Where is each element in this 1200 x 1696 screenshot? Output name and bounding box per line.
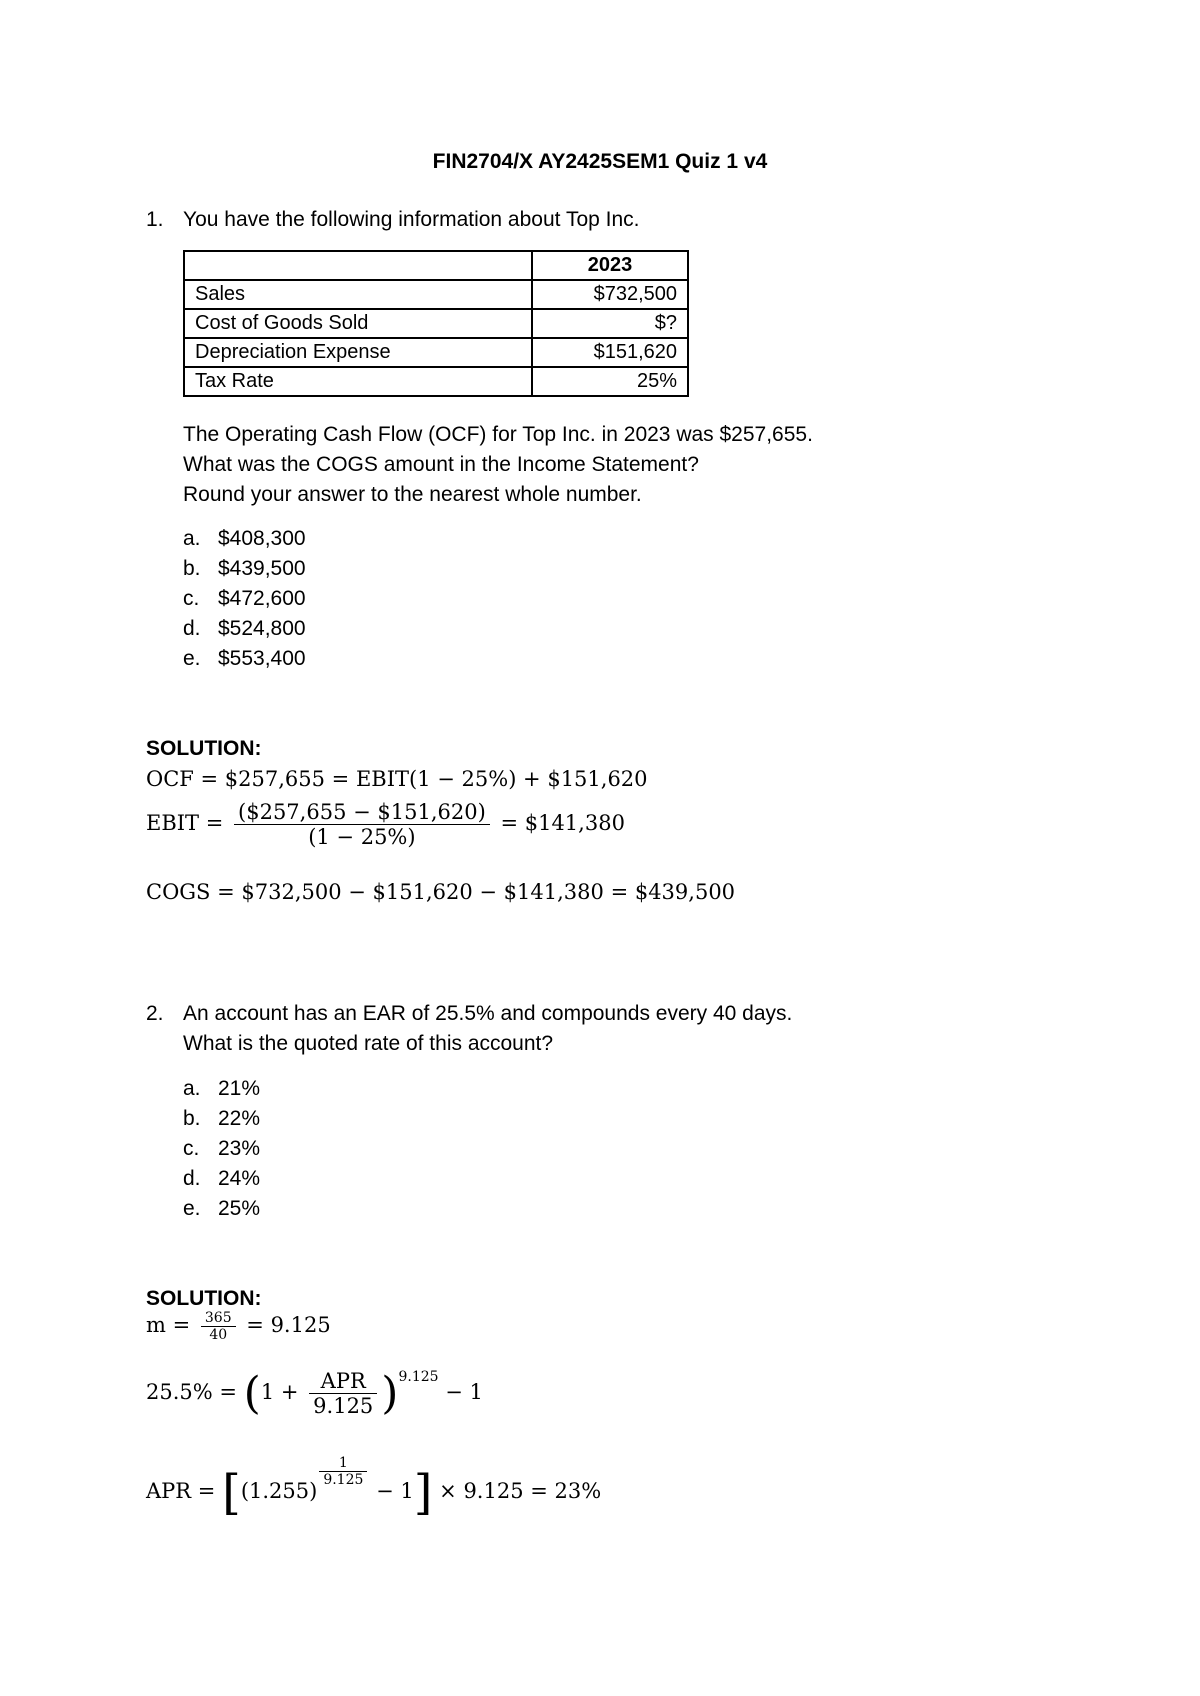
q1-solution-label: SOLUTION:: [146, 737, 262, 760]
table-row: [184, 309, 688, 338]
apr-exponent-fraction: [319, 1455, 367, 1488]
row-value: $151,620: [532, 338, 688, 367]
question-1-prompt: You have the following information about Top Inc.: [183, 208, 640, 231]
row-label: Tax Rate: [184, 367, 532, 396]
table-row: [184, 338, 688, 367]
q2-apr-equation: [146, 1455, 601, 1521]
apr-base: (1.255): [240, 1479, 318, 1503]
m-fraction: [201, 1310, 236, 1343]
question-1-number: 1.: [146, 208, 164, 231]
table-header-blank: [184, 251, 532, 280]
option-value: 23%: [218, 1137, 261, 1160]
ear-lhs: 25.5% =: [146, 1380, 237, 1404]
question-1-text-ocf: The Operating Cash Flow (OCF) for Top Inc. in 2023 was $257,655.: [183, 423, 813, 446]
option-letter: d.: [183, 1167, 201, 1190]
apr-lhs: APR =: [146, 1479, 216, 1503]
option-letter: e.: [183, 1197, 201, 1220]
q2-ear-equation: [146, 1368, 483, 1419]
row-value: $732,500: [532, 280, 688, 309]
page-title: FIN2704/X AY2425SEM1 Quiz 1 v4: [432, 150, 768, 173]
right-bracket: ]: [413, 1464, 433, 1521]
ebit-denominator: (1 − 25%): [234, 824, 490, 849]
row-label: Depreciation Expense: [184, 338, 532, 367]
row-label: Sales: [184, 280, 532, 309]
row-label: Cost of Goods Sold: [184, 309, 532, 338]
ear-fraction: [309, 1369, 377, 1418]
option-letter: c.: [183, 1137, 200, 1160]
apr-exp-denominator: 9.125: [319, 1471, 367, 1488]
option-value: 21%: [218, 1077, 261, 1100]
financial-info-table: [183, 250, 689, 397]
option-letter: c.: [183, 587, 200, 610]
m-denominator: 40: [201, 1326, 236, 1343]
table-header-row: [184, 251, 688, 280]
table-row: [184, 280, 688, 309]
option-value: 24%: [218, 1167, 261, 1190]
option-letter: a.: [183, 527, 201, 550]
row-value: $?: [532, 309, 688, 338]
q2-m-equation: [146, 1310, 331, 1343]
option-letter: d.: [183, 617, 201, 640]
row-value: 25%: [532, 367, 688, 396]
option-value: $472,600: [218, 587, 306, 610]
option-value: $408,300: [218, 527, 306, 550]
option-letter: b.: [183, 1107, 201, 1130]
m-rhs: = 9.125: [246, 1313, 331, 1337]
m-numerator: 365: [204, 1310, 232, 1326]
ear-rhs: − 1: [445, 1380, 483, 1404]
apr-exp-numerator: 1: [338, 1455, 348, 1471]
apr-rhs: × 9.125 = 23%: [439, 1479, 602, 1503]
question-2-text-quoted: What is the quoted rate of this account?: [183, 1032, 554, 1055]
ebit-numerator: ($257,655 − $151,620): [238, 800, 486, 824]
q1-ocf-equation: OCF = $257,655 = EBIT(1 − 25%) + $151,620: [146, 767, 648, 791]
ear-numerator: APR: [320, 1369, 366, 1393]
option-letter: b.: [183, 557, 201, 580]
question-2-number: 2.: [146, 1002, 164, 1025]
table-row: [184, 367, 688, 396]
m-lhs: m =: [146, 1313, 191, 1337]
ebit-rhs: = $141,380: [500, 811, 625, 835]
question-1-text-round: Round your answer to the nearest whole number.: [183, 483, 642, 506]
ebit-fraction: [234, 800, 490, 849]
option-value: 25%: [218, 1197, 261, 1220]
q1-cogs-equation: COGS = $732,500 − $151,620 − $141,380 = $439,500: [146, 880, 736, 904]
option-value: $553,400: [218, 647, 306, 670]
option-letter: e.: [183, 647, 201, 670]
q1-ebit-equation: [146, 800, 625, 849]
left-bracket: [: [222, 1464, 241, 1521]
option-value: 22%: [218, 1107, 261, 1130]
table-header-year: 2023: [532, 251, 688, 280]
apr-minus-one: − 1: [376, 1479, 414, 1503]
option-value: $439,500: [218, 557, 306, 580]
question-1-text-cogs: What was the COGS amount in the Income Statement?: [183, 453, 699, 476]
ear-one-plus: 1 +: [260, 1380, 299, 1404]
ear-denominator: 9.125: [309, 1393, 377, 1418]
right-paren: ): [381, 1368, 399, 1419]
option-letter: a.: [183, 1077, 201, 1100]
ebit-lhs: EBIT =: [146, 811, 224, 835]
left-paren: (: [243, 1368, 261, 1419]
ear-exponent: 9.125: [398, 1369, 439, 1385]
option-value: $524,800: [218, 617, 306, 640]
question-2-text-ear: An account has an EAR of 25.5% and compounds every 40 days.: [183, 1002, 793, 1025]
q2-solution-label: SOLUTION:: [146, 1287, 262, 1310]
